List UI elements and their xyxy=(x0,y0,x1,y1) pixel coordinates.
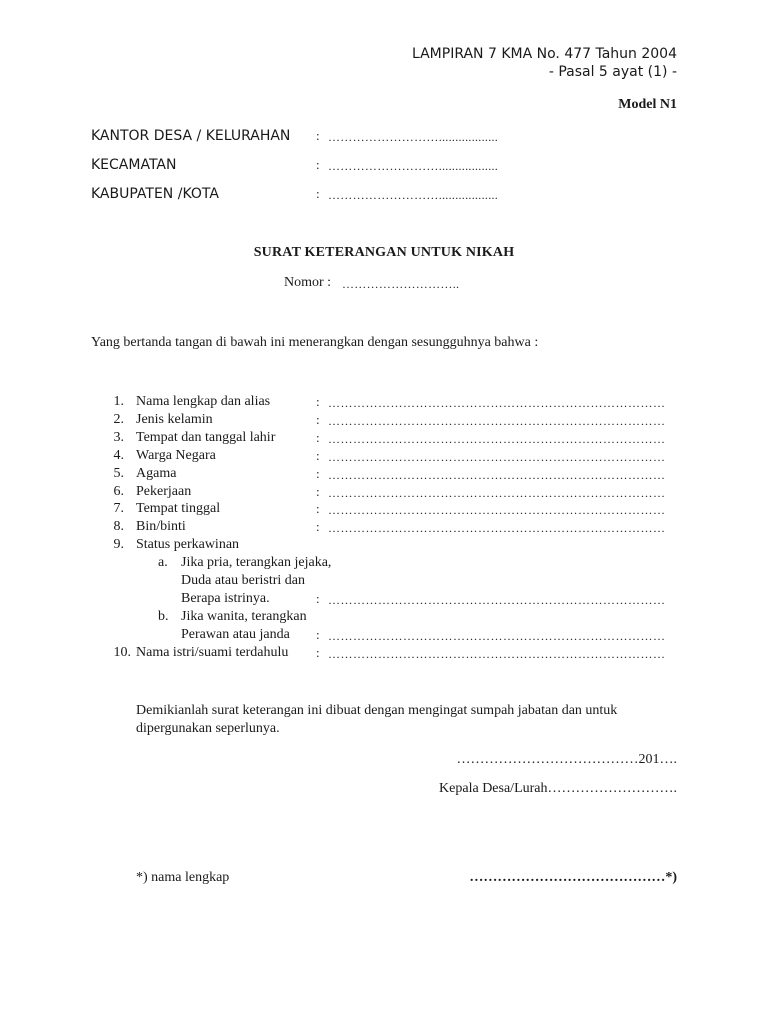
field-label-bin-binti: Bin/binti xyxy=(136,519,186,534)
field-number: 1. xyxy=(113,394,124,409)
field-value-full-name[interactable]: ……………………………………………………………………… xyxy=(328,396,666,410)
field-value-status-female[interactable]: ……………………………………………………………………… xyxy=(328,629,666,643)
field-value-religion[interactable]: ……………………………………………………………………… xyxy=(328,468,666,482)
field-number: 8. xyxy=(113,519,124,534)
field-label-nationality: Warga Negara xyxy=(136,448,216,463)
field-value-occupation[interactable]: ……………………………………………………………………… xyxy=(328,486,666,500)
field-number: 4. xyxy=(113,448,124,463)
status-male-line1: Jika pria, terangkan jejaka, xyxy=(181,555,332,570)
field-number: 7. xyxy=(113,501,124,516)
field-number: 5. xyxy=(113,466,124,481)
field-colon: : xyxy=(316,394,320,409)
attachment-reference: LAMPIRAN 7 KMA No. 477 Tahun 2004 xyxy=(411,46,677,62)
field-colon: : xyxy=(316,591,320,606)
status-female-line2: Perawan atau janda xyxy=(181,627,290,642)
signatory-label: Kepala Desa/Lurah xyxy=(439,781,548,796)
field-label-marital-status: Status perkawinan xyxy=(136,537,240,552)
office-village-colon: : xyxy=(316,128,320,143)
field-label-gender: Jenis kelamin xyxy=(136,412,213,427)
field-number: 9. xyxy=(113,537,124,552)
office-district-label: KECAMATAN xyxy=(91,157,177,173)
article-reference: - Pasal 5 ayat (1) - xyxy=(548,64,677,80)
model-code: Model N1 xyxy=(618,97,677,112)
closing-line-2: dipergunakan seperlunya. xyxy=(136,721,280,736)
footnote-label: *) nama lengkap xyxy=(136,870,230,885)
field-label-previous-spouse: Nama istri/suami terdahulu xyxy=(136,645,289,660)
field-label-religion: Agama xyxy=(136,466,177,481)
field-value-bin-binti[interactable]: ……………………………………………………………………… xyxy=(328,521,666,535)
field-colon: : xyxy=(316,430,320,445)
field-colon: : xyxy=(316,627,320,642)
field-value-residence[interactable]: ……………………………………………………………………… xyxy=(328,503,666,517)
office-regency-label: KABUPATEN /KOTA xyxy=(91,186,219,202)
field-label-full-name: Nama lengkap dan alias xyxy=(136,394,271,409)
field-label-occupation: Pekerjaan xyxy=(136,484,192,499)
field-label-residence: Tempat tinggal xyxy=(136,501,221,516)
document-title: SURAT KETERANGAN UNTUK NIKAH xyxy=(253,245,515,260)
field-number: 6. xyxy=(113,484,124,499)
closing-line-1: Demikianlah surat keterangan ini dibuat dengan mengingat sumpah jabatan dan untuk xyxy=(136,703,618,718)
field-colon: : xyxy=(316,519,320,534)
sub-item-marker: b. xyxy=(158,609,169,624)
signatory-block xyxy=(439,781,677,797)
field-number: 10. xyxy=(113,645,131,660)
signature-name-line[interactable]: ……………………………………*) xyxy=(469,870,677,885)
intro-text: Yang bertanda tangan di bawah ini menerangkan dengan sesungguhnya bahwa : xyxy=(91,335,539,350)
nomor-label: Nomor : xyxy=(284,275,332,290)
office-district-colon: : xyxy=(316,157,320,172)
status-male-line2: Duda atau beristri dan xyxy=(181,573,306,588)
nomor-value[interactable]: ……………………….. xyxy=(342,277,460,291)
office-village-label: KANTOR DESA / KELURAHAN xyxy=(91,128,291,144)
field-value-birth[interactable]: ……………………………………………………………………… xyxy=(328,432,666,446)
field-value-gender[interactable]: ……………………………………………………………………… xyxy=(328,414,666,428)
field-value-nationality[interactable]: ……………………………………………………………………… xyxy=(328,450,666,464)
office-regency-colon: : xyxy=(316,186,320,201)
field-value-status-male[interactable]: ……………………………………………………………………… xyxy=(328,593,666,607)
field-colon: : xyxy=(316,484,320,499)
date-line[interactable]: …………………………………201…. xyxy=(456,752,677,767)
status-female-line1: Jika wanita, terangkan xyxy=(181,609,307,624)
field-colon: : xyxy=(316,501,320,516)
field-label-birth: Tempat dan tanggal lahir xyxy=(136,430,276,445)
field-colon: : xyxy=(316,448,320,463)
office-village-value[interactable]: ……………………….................. xyxy=(328,130,499,144)
field-colon: : xyxy=(316,645,320,660)
status-male-line3: Berapa istrinya. xyxy=(181,591,270,606)
sub-item-marker: a. xyxy=(158,555,168,570)
field-colon: : xyxy=(316,466,320,481)
field-value-previous-spouse[interactable]: ……………………………………………………………………… xyxy=(328,647,666,661)
field-colon: : xyxy=(316,412,320,427)
office-district-value[interactable]: ……………………….................. xyxy=(328,159,499,173)
office-regency-value[interactable]: ……………………….................. xyxy=(328,188,499,202)
signatory-dots[interactable]: ………………………. xyxy=(547,781,677,796)
field-number: 2. xyxy=(113,412,124,427)
field-number: 3. xyxy=(113,430,124,445)
